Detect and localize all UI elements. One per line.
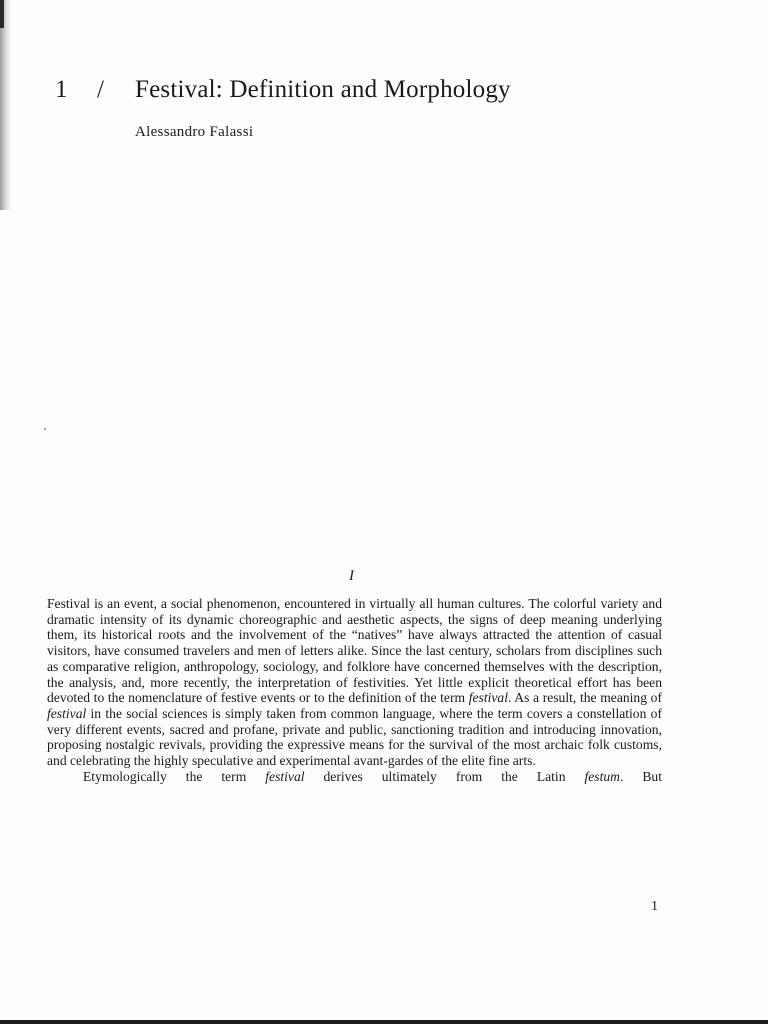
text-run: derives ultimately from the Latin — [304, 768, 585, 784]
scan-bottom-edge — [0, 1020, 768, 1024]
chapter-header — [55, 74, 655, 110]
scan-corner-mark — [0, 0, 4, 28]
text-run: Festival is an event, a social phenomenon, encountered in virtually all human cultures. The colorful variety and dramatic intensity of its dynamic choreographic and aesthetic aspects, the signs of deep meaning underlying them, its historical roots and the involvement of the “natives” have always attracted the attention of casual visitors, have consumed travelers and men of letters alike. Since the last century, scholars from disciplines such as comparative religion, anthropology, sociology, and folklore have concerned themselves with the description, the analysis, and, more recently, the interpretation of festivities. Yet little explicit theoretical effort has been devoted to the nomenclature of festive events or to the definition of the term — [47, 596, 662, 706]
text-run: Etymologically the term — [83, 768, 266, 784]
italic-term: festum — [584, 768, 620, 784]
chapter-separator: / — [97, 76, 104, 103]
chapter-number: 1 — [55, 76, 68, 103]
section-numeral: I — [349, 568, 354, 584]
text-run: in the social sciences is simply taken from common language, where the term covers a constellation of very different events, sacred and profane, private and public, sanctioning tradition and introducing innovation, proposing nostalgic revivals, providing the expressive means for the survival of the most archaic folk customs, and celebrating the highly speculative and experimental avant-gardes of the elite fine arts. — [47, 705, 662, 769]
chapter-title: Festival: Definition and Morphology — [135, 76, 511, 103]
body-text — [47, 596, 662, 784]
italic-term: festival — [265, 768, 305, 784]
paragraph-1 — [47, 596, 662, 769]
author-name: Alessandro Falassi — [135, 124, 254, 140]
scan-binding-shadow — [0, 0, 12, 210]
scan-speck — [44, 428, 46, 430]
italic-term: festival — [468, 690, 508, 706]
paragraph-2 — [47, 769, 662, 785]
text-run: . But — [619, 768, 662, 784]
text-run: . As a result, the meaning of — [507, 690, 662, 706]
page-number: 1 — [651, 899, 658, 914]
italic-term: festival — [47, 705, 87, 721]
